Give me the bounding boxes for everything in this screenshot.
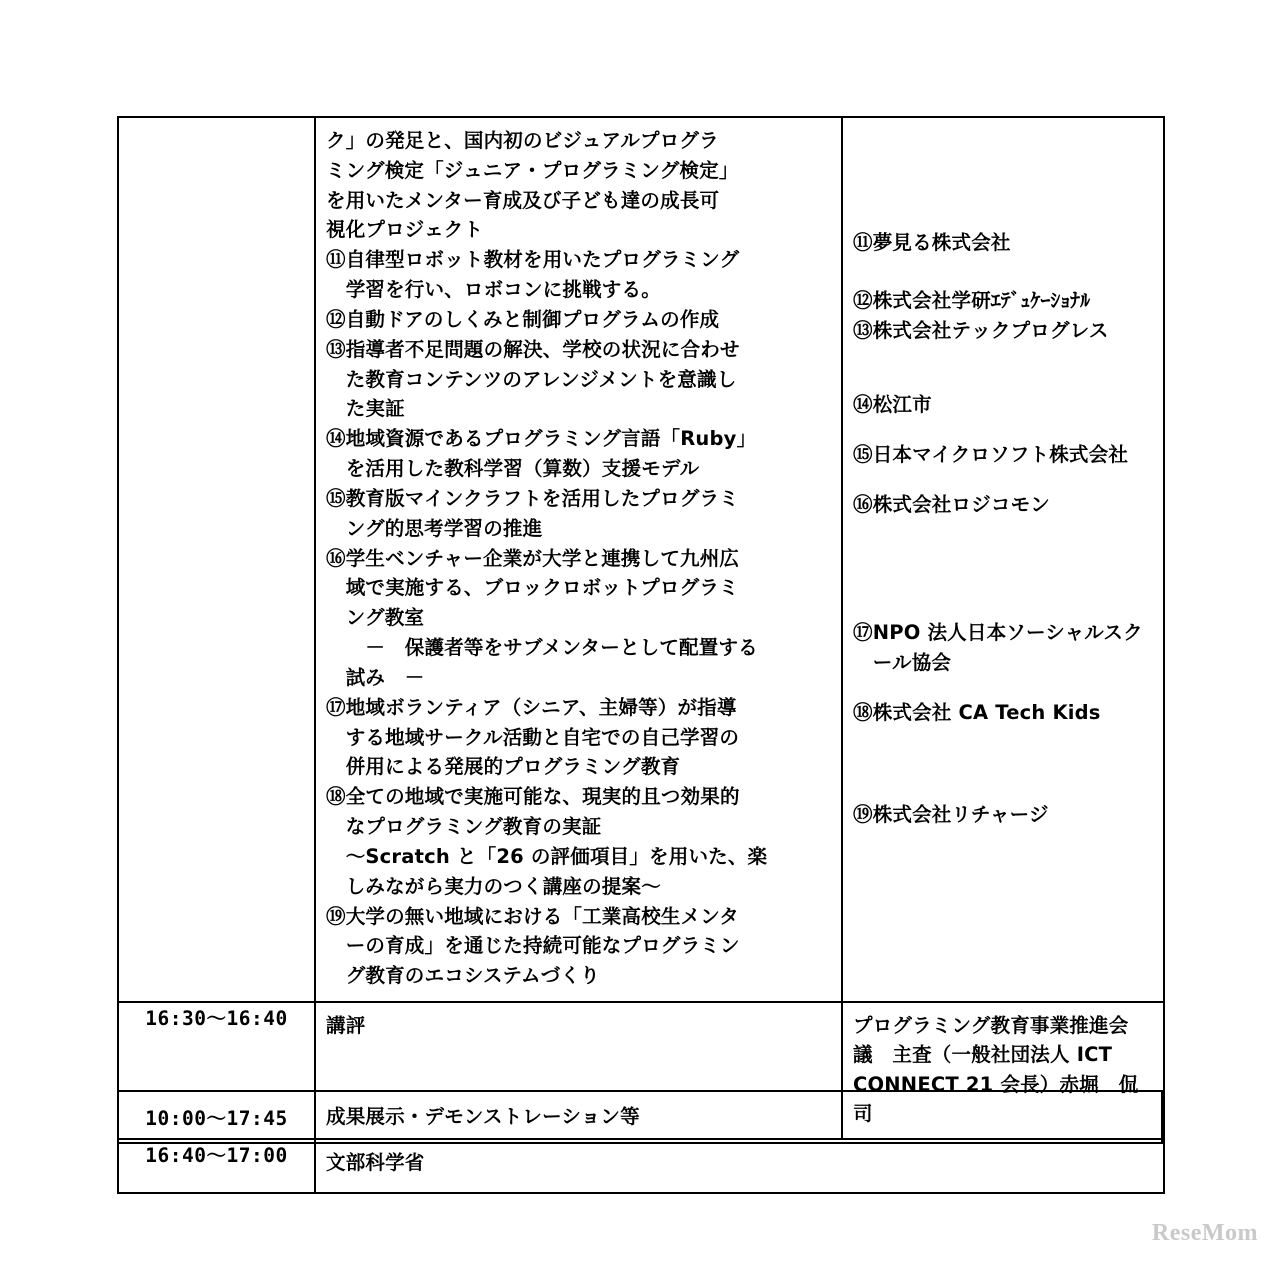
organization-entry <box>853 390 1157 420</box>
item-line: 全ての地域で実施可能な、現実的且つ効果的 <box>345 785 740 809</box>
item-line: た教育コンテンツのアレンジメントを意識し <box>345 367 737 391</box>
org-name: 株式会社リチャージ <box>872 803 1049 826</box>
org-name: 株式会社ロジコモン <box>872 493 1051 516</box>
list-item <box>326 782 831 901</box>
org-name: 株式会社学研ｴﾃﾞｭｹｰｼｮﾅﾙ <box>872 289 1091 312</box>
item-text <box>346 245 831 305</box>
item-line: 地域資源であるプログラミング言語「Ruby」 <box>345 427 757 451</box>
organization-entry <box>853 228 1157 258</box>
item-line: を活用した教科学習（算数）支援モデル <box>345 457 700 481</box>
session-title-cell <box>315 1139 1164 1193</box>
item-line: ～Scratch と「26 の評価項目」を用いた、楽 <box>345 844 768 868</box>
program-items-cell <box>315 117 842 1002</box>
program-item-list <box>326 245 831 991</box>
item-line: しみながら実力のつく講座の提案～ <box>345 874 661 898</box>
org-marker: ⑱ <box>853 701 873 724</box>
table-row <box>118 117 1164 1002</box>
org-line: ール協会 <box>872 650 952 674</box>
time-cell: 10:00～17:45 <box>118 1091 315 1143</box>
item-line: ング教室 <box>345 606 425 630</box>
item-line: た実証 <box>345 397 405 421</box>
item-line: 学生ベンチャー企業が大学と連携して九州広 <box>345 546 740 570</box>
org-name: 株式会社テックプログレス <box>872 319 1109 342</box>
item-text <box>346 335 831 424</box>
item-marker: ⑰ <box>326 695 346 719</box>
org-marker: ⑲ <box>853 803 873 826</box>
org-line: 議 主査（一般社団法人 ICT <box>853 1043 1113 1067</box>
org-marker: ⑬ <box>853 319 873 342</box>
exhibit-table <box>117 1090 1163 1144</box>
org-name: 株式会社 CA Tech Kids <box>872 701 1101 724</box>
table-row <box>118 1091 1162 1143</box>
time-cell-empty <box>118 117 315 1002</box>
organization-entry <box>853 698 1157 728</box>
list-item <box>326 902 831 991</box>
organization-entry <box>853 800 1157 830</box>
watermark: ReseMom <box>1151 1220 1258 1246</box>
session-title: 文部科学省 <box>326 1151 425 1175</box>
item-text <box>346 902 831 991</box>
continuation-line: 視化プロジェクト <box>326 218 484 242</box>
item-line: 自律型ロボット教材を用いたプログラミング <box>345 248 740 272</box>
session-title: 講評 <box>326 1014 366 1038</box>
org-line: CONNECT 21 会長）赤堀 侃司 <box>853 1072 1139 1125</box>
org-marker: ⑭ <box>853 393 873 416</box>
list-item <box>326 335 831 424</box>
org-name: 松江市 <box>872 393 932 416</box>
org-marker: ⑪ <box>853 231 873 254</box>
item-line: 併用による発展的プログラミング教育 <box>345 755 681 779</box>
item-marker: ⑯ <box>326 546 346 570</box>
item-line: ング的思考学習の推進 <box>345 516 543 540</box>
item-line: グ教育のエコシステムづくり <box>345 964 600 988</box>
item-line: 学習を行い、ロボコンに挑戦する。 <box>345 278 661 302</box>
organization-entry <box>853 490 1157 520</box>
item-line: 大学の無い地域における「工業高校生メンタ <box>345 904 739 928</box>
item-marker: ⑲ <box>326 904 346 928</box>
list-item <box>326 305 831 335</box>
org-line: プログラミング教育事業推進会 <box>853 1014 1129 1038</box>
list-item <box>326 544 831 693</box>
org-name: 夢見る株式会社 <box>872 231 1011 254</box>
continuation-line: ミング検定「ジュニア・プログラミング検定」 <box>326 158 739 182</box>
item-marker: ⑱ <box>326 785 346 809</box>
organization-cell <box>842 117 1164 1002</box>
item-text <box>346 544 831 693</box>
org-marker: ⑮ <box>853 443 873 466</box>
list-item <box>326 484 831 544</box>
exhibit-title-cell <box>315 1091 1162 1143</box>
item-line: 教育版マインクラフトを活用したプログラミ <box>345 486 739 510</box>
item-line: なプログラミング教育の実証 <box>345 815 602 839</box>
list-item <box>326 245 831 305</box>
time-cell: 16:40～17:00 <box>118 1139 315 1193</box>
item-line: － 保護者等をサブメンターとして配置する <box>345 636 758 660</box>
item-text <box>346 305 831 335</box>
organization-entry <box>853 440 1157 470</box>
organization-entry <box>853 618 1157 678</box>
organization-entry <box>853 286 1157 316</box>
continuation-line: を用いたメンター育成及び子ども達の成長可 <box>326 188 720 212</box>
item-line: 域で実施する、ブロックロボットプログラミ <box>345 576 739 600</box>
item-text <box>346 424 831 484</box>
item-marker: ⑭ <box>326 427 346 451</box>
list-item <box>326 424 831 484</box>
org-marker: ⑫ <box>853 289 873 312</box>
schedule-table <box>117 116 1165 1194</box>
org-marker: ⑯ <box>853 493 873 516</box>
time-cell: 16:30～16:40 <box>118 1002 315 1139</box>
item-line: 試み － <box>345 665 425 689</box>
item-marker: ⑫ <box>326 307 346 331</box>
item-text <box>346 484 831 544</box>
item-line: 自動ドアのしくみと制御プログラムの作成 <box>345 307 720 331</box>
item-text <box>346 782 831 901</box>
item-line: 指導者不足問題の解決、学校の状況に合わせ <box>345 337 740 361</box>
item-marker: ⑬ <box>326 337 346 361</box>
org-marker: ⑰ <box>853 621 873 644</box>
item-line: ーの育成」を通じた持続可能なプログラミン <box>345 934 740 958</box>
list-item <box>326 693 831 782</box>
item-marker: ⑮ <box>326 486 346 510</box>
org-name: 日本マイクロソフト株式会社 <box>872 443 1129 466</box>
exhibit-title: 成果展示・デモンストレーション等 <box>326 1105 640 1129</box>
continuation-line: ク」の発足と、国内初のビジュアルプログラ <box>326 129 719 152</box>
item-text <box>346 693 831 782</box>
item-line: する地域サークル活動と自宅での自己学習の <box>345 725 740 749</box>
organization-entry <box>853 316 1157 346</box>
item-marker: ⑪ <box>326 248 346 272</box>
table-row <box>118 1139 1164 1193</box>
org-name <box>873 618 1157 678</box>
item-line: 地域ボランティア（シニア、主婦等）が指導 <box>345 695 737 719</box>
org-line: NPO 法人日本ソーシャルスク <box>872 621 1143 644</box>
